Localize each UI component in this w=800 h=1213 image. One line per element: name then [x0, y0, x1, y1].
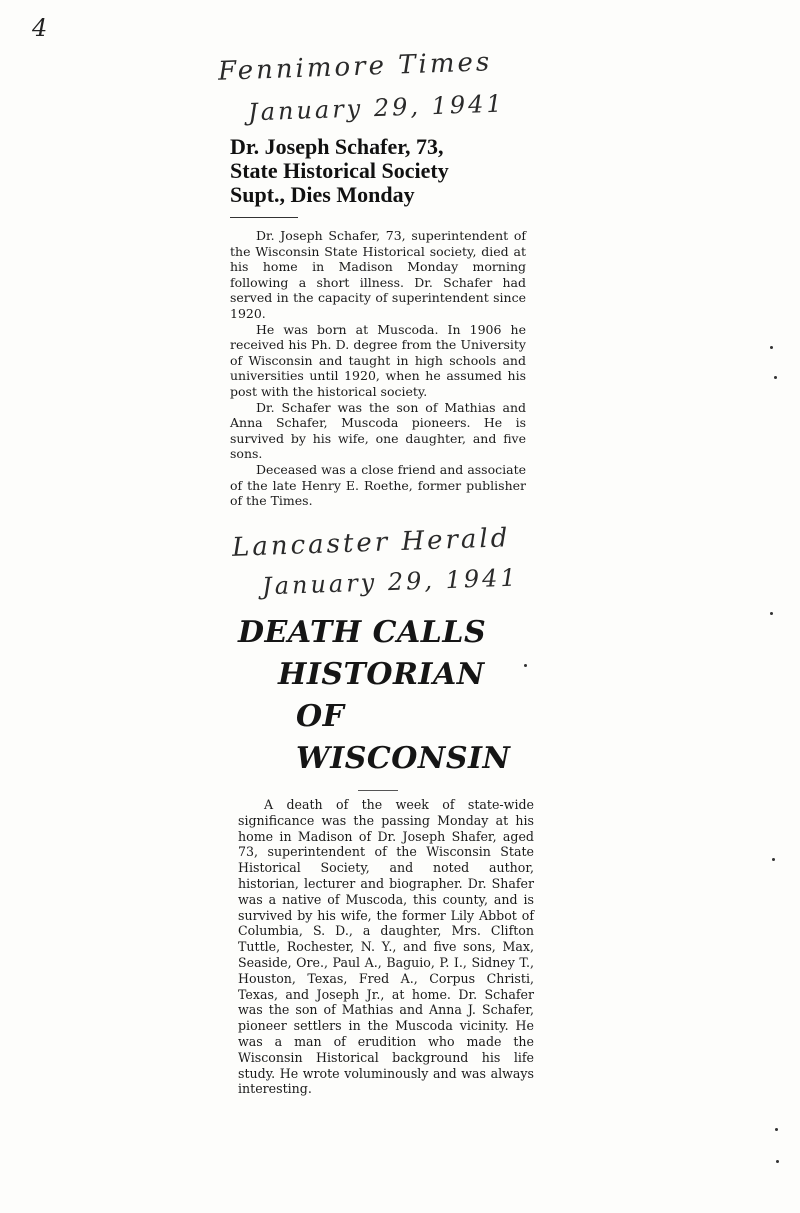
article-body-2 [238, 797, 534, 1097]
scan-mark [524, 664, 527, 667]
scan-mark [770, 612, 773, 615]
headline-1 [230, 135, 526, 207]
headline-2-line: OF WISCONSIN [296, 699, 511, 776]
article-paragraph: He was born at Muscoda. In 1906 he received his Ph. D. degree from the University of Wisconsin and taught in high schools and universities until 1920, when he assumed his post with the historical society. [230, 321, 526, 399]
scan-mark [776, 1160, 779, 1163]
handwritten-source-1: Fennimore Times [217, 47, 493, 87]
handwritten-source-2: Lancaster Herald [231, 523, 511, 563]
headline-1-line: Dr. Joseph Schafer, 73, [230, 134, 444, 159]
headline-1-line: State Historical Society [230, 158, 449, 183]
article-paragraph: Deceased was a close friend and associate of the late Henry E. Roethe, former publisher of the Times. [230, 461, 526, 509]
headline-rule [230, 217, 298, 218]
article-paragraph: Dr. Joseph Schafer, 73, superintendent of the Wisconsin State Historical society, died at his home in Madison Monday morning following a short illness. Dr. Schafer had served in the capacity of superintendent since 1920. [230, 228, 526, 321]
headline-rule [358, 790, 398, 791]
scan-mark [775, 1128, 778, 1131]
headline-2 [238, 612, 534, 780]
headline-1-line: Supt., Dies Monday [230, 182, 415, 207]
scan-mark [772, 858, 775, 861]
headline-2-line: HISTORIAN [278, 657, 485, 692]
article-body-1 [230, 228, 526, 509]
clipping-fennimore-times [230, 135, 526, 509]
scan-mark [770, 346, 773, 349]
handwritten-date-1: January 29, 1941 [247, 89, 506, 127]
headline-2-line: DEATH CALLS [238, 615, 487, 650]
clipping-lancaster-herald [238, 612, 534, 1097]
handwritten-date-2: January 29, 1941 [261, 563, 520, 601]
page-number: 4 [32, 14, 48, 42]
article-paragraph: A death of the week of state-wide significance was the passing Monday at his home in Madison of Dr. Joseph Shafer, aged 73, superintendent of the Wisconsin State Historical Society, and noted author, historian, lecturer and biographer. Dr. Shafer was a native of Muscoda, this county, and is survived by his wife, the former Lily Abbot of Columbia, S. D., a daughter, Mrs. Clifton Tuttle, Rochester, N. Y., and five sons, Max, Seaside, Ore., Paul A., Baguio, P. I., Sidney T., Houston, Texas, Fred A., Corpus Christi, Texas, and Joseph Jr., at home. Dr. Schafer was the son of Mathias and Anna J. Schafer, pioneer settlers in the Muscoda vicinity. He was a man of erudition who made the Wisconsin Historical background his life study. He wrote voluminously and was always interesting. [238, 797, 534, 1097]
scan-mark [774, 376, 777, 379]
article-paragraph: Dr. Schafer was the son of Mathias and Anna Schafer, Muscoda pioneers. He is survived by his wife, one daughter, and five sons. [230, 399, 526, 462]
